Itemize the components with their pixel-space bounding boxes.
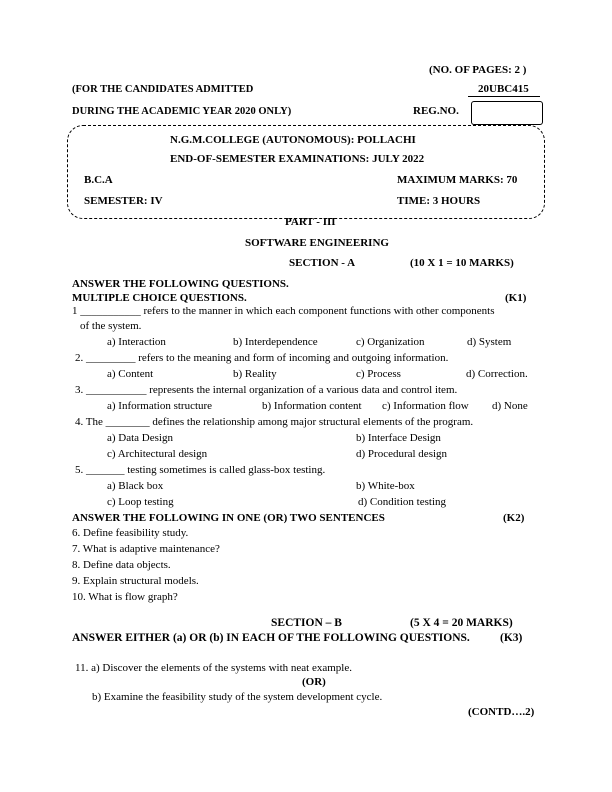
question-11a: 11. a) Discover the elements of the systems with neat example. <box>75 662 352 674</box>
q2-option-a: a) Content <box>107 368 154 380</box>
reg-no-box[interactable] <box>471 101 543 125</box>
question-2: 2. _________ refers to the meaning and form of incoming and outgoing information. <box>75 352 449 364</box>
mcq-instruction: MULTIPLE CHOICE QUESTIONS. <box>72 292 247 304</box>
question-11b: b) Examine the feasibility study of the system development cycle. <box>92 691 383 703</box>
question-9: 9. Explain structural models. <box>72 575 199 587</box>
subject-title: SOFTWARE ENGINEERING <box>245 237 389 249</box>
q5-option-b: b) White-box <box>356 480 415 492</box>
q4-option-c: c) Architectural design <box>107 448 208 460</box>
section-b-instruction: ANSWER EITHER (a) OR (b) IN EACH OF THE FOLLOWING QUESTIONS. <box>72 632 470 644</box>
continued-note: (CONTD….2) <box>468 706 535 718</box>
knowledge-level-3: (K3) <box>500 632 523 644</box>
q3-option-c: c) Information flow <box>382 400 469 412</box>
reg-no-label: REG.NO. <box>413 105 459 117</box>
question-6: 6. Define feasibility study. <box>72 527 189 539</box>
q5-option-c: c) Loop testing <box>107 496 174 508</box>
q3-option-d: d) None <box>492 400 528 412</box>
section-a-instruction: ANSWER THE FOLLOWING QUESTIONS. <box>72 278 289 290</box>
subject-code-underline <box>468 96 540 97</box>
question-5: 5. _______ testing sometimes is called glass-box testing. <box>75 464 326 476</box>
q1-option-a: a) Interaction <box>107 336 166 348</box>
q3-option-a: a) Information structure <box>107 400 213 412</box>
part-title: PART - III <box>285 216 336 228</box>
or-label: (OR) <box>302 676 326 688</box>
q5-option-a: a) Black box <box>107 480 164 492</box>
section-b-title: SECTION – B <box>271 617 342 629</box>
knowledge-level-2: (K2) <box>503 512 525 524</box>
candidates-note: (FOR THE CANDIDATES ADMITTED <box>72 84 254 95</box>
section-a-title: SECTION - A <box>289 257 356 269</box>
section-b-marks: (5 X 4 = 20 MARKS) <box>410 617 513 629</box>
q2-option-c: c) Process <box>356 368 401 380</box>
question-7: 7. What is adaptive maintenance? <box>72 543 220 555</box>
short-answer-instruction: ANSWER THE FOLLOWING IN ONE (OR) TWO SENTENCES <box>72 512 385 524</box>
question-3: 3. ___________ represents the internal organization of a various data and control item. <box>75 384 458 396</box>
q2-option-d: d) Correction. <box>466 368 528 380</box>
q3-option-b: b) Information content <box>262 400 362 412</box>
question-1: 1 ___________ refers to the manner in which each component functions with other components <box>72 305 495 317</box>
q1-option-b: b) Interdependence <box>233 336 318 348</box>
q4-option-d: d) Procedural design <box>356 448 448 460</box>
college-name: N.G.M.COLLEGE (AUTONOMOUS): POLLACHI <box>170 134 416 146</box>
q2-option-b: b) Reality <box>233 368 277 380</box>
subject-code: 20UBC415 <box>478 83 529 95</box>
knowledge-level: (K1) <box>505 292 527 304</box>
q4-option-a: a) Data Design <box>107 432 173 444</box>
q1-option-c: c) Organization <box>356 336 425 348</box>
max-marks: MAXIMUM MARKS: 70 <box>397 174 518 186</box>
q4-option-b: b) Interface Design <box>356 432 441 444</box>
academic-year-note: DURING THE ACADEMIC YEAR 2020 ONLY) <box>72 106 292 117</box>
question-1-cont: of the system. <box>80 320 142 332</box>
course-name: B.C.A <box>84 174 113 186</box>
q1-option-d: d) System <box>467 336 512 348</box>
semester: SEMESTER: IV <box>84 195 163 207</box>
question-10: 10. What is flow graph? <box>72 591 178 603</box>
section-a-marks: (10 X 1 = 10 MARKS) <box>410 257 514 269</box>
q5-option-d: d) Condition testing <box>358 496 446 508</box>
question-4: 4. The ________ defines the relationship among major structural elements of the program. <box>75 416 474 428</box>
exam-name: END-OF-SEMESTER EXAMINATIONS: JULY 2022 <box>170 153 425 165</box>
question-8: 8. Define data objects. <box>72 559 171 571</box>
page-count: (NO. OF PAGES: 2 ) <box>429 64 527 76</box>
exam-time: TIME: 3 HOURS <box>397 195 481 207</box>
